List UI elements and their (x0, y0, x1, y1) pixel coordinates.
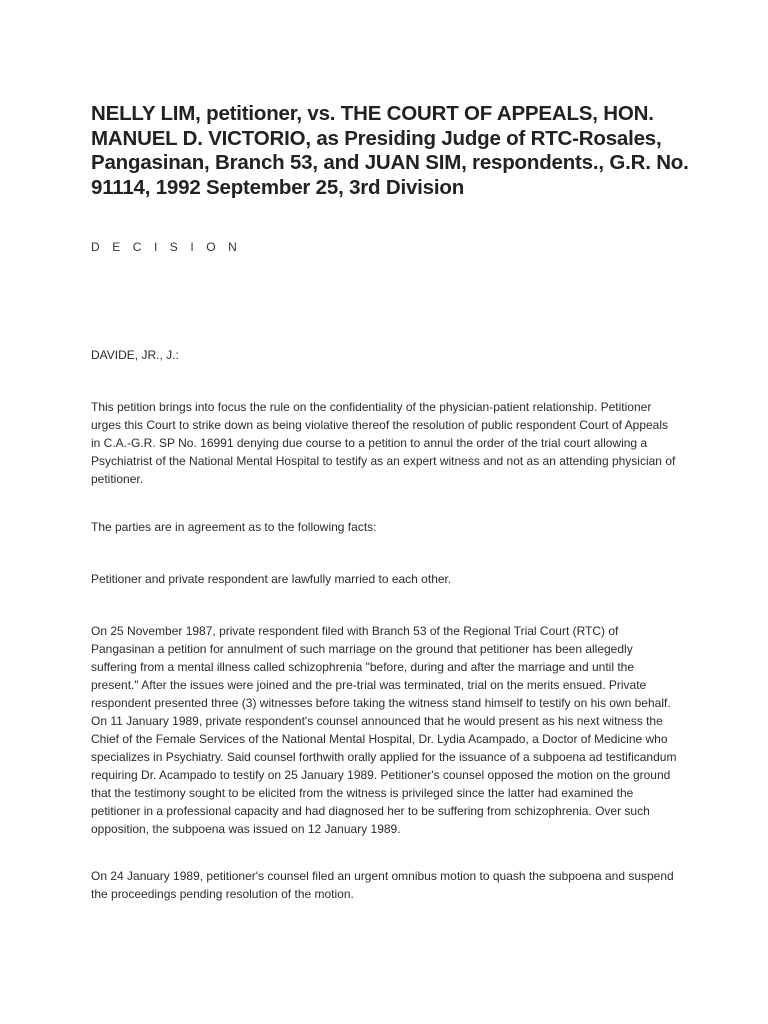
ponente-line: DAVIDE, JR., J.: (91, 348, 179, 362)
decision-heading: D E C I S I O N (91, 240, 242, 254)
paragraph: On 24 January 1989, petitioner's counsel filed an urgent omnibus motion to quash the subpoena and suspend the proceedings pending resolution of the motion. (91, 869, 674, 901)
paragraph: On 25 November 1987, private respondent filed with Branch 53 of the Regional Trial Court (RTC) of Pangasinan a petition for annulment of such marriage on the ground that petitioner has been allegedly suffering from a mental illness called schizophrenia "before, during and after the marriage and until the present." After the issues were joined and the pre-trial was terminated, trial on the merits ensued. Private respondent presented three (3) witnesses before taking the witness stand himself to testify on his own behalf. On 11 January 1989, private respondent's counsel announced that he would present as his next witness the Chief of the Female Services of the National Mental Hospital, Dr. Lydia Acampado, a Doctor of Medicine who specializes in Psychiatry. Said counsel forthwith orally applied for the issuance of a subpoena ad testificandum requiring Dr. Acampado to testify on 25 January 1989. Petitioner's counsel opposed the motion on the ground that the testimony sought to be elicited from the witness is privileged since the latter had examined the petitioner in a professional capacity and had diagnosed her to be suffering from schizophrenia. Over such opposition, the subpoena was issued on 12 January 1989. (91, 624, 677, 836)
paragraph: The parties are in agreement as to the following facts: (91, 520, 377, 534)
paragraph: This petition brings into focus the rule on the confidentiality of the physician-patient relationship. Petitioner urges this Court to strike down as being violative thereof the resolution of public respondent Court of Appeals in C.A.-G.R. SP No. 16991 denying due course to a petition to annul the order of the trial court allowing a Psychiatrist of the National Mental Hospital to testify as an expert witness and not as an attending physician of petitioner. (91, 400, 676, 486)
paragraph: Petitioner and private respondent are lawfully married to each other. (91, 572, 452, 586)
case-title: NELLY LIM, petitioner, vs. THE COURT OF APPEALS, HON. MANUEL D. VICTORIO, as Presiding Judge of RTC-Rosales, Pangasinan, Branch 53, and JUAN SIM, respondents., G.R. No. 91114, 1992 September 25, 3rd Division (91, 102, 689, 199)
